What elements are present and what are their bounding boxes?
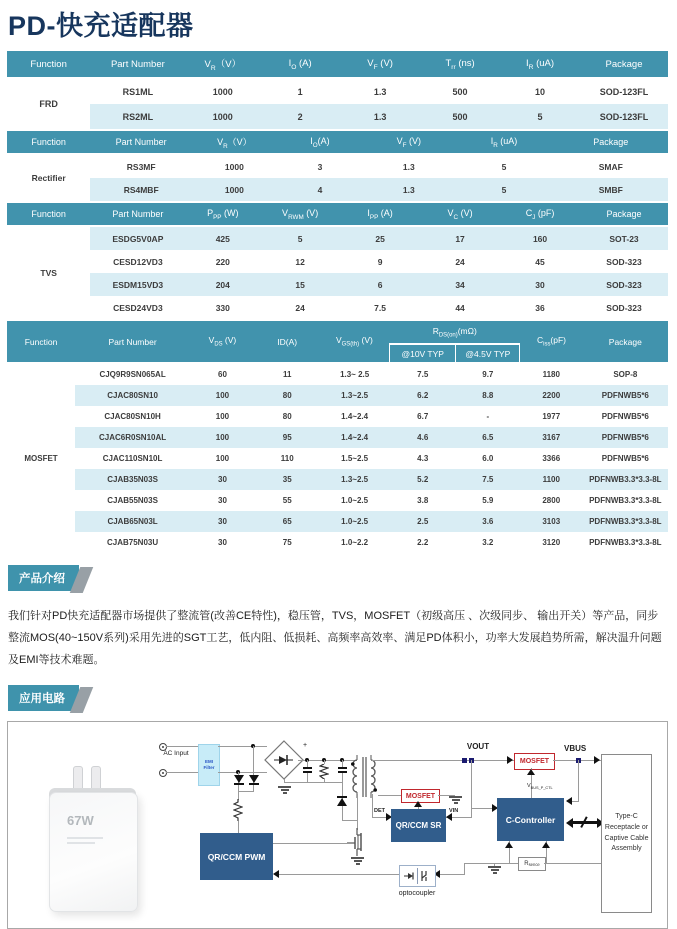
spec-cell: PDFNWB3.3*3.3-8L <box>583 532 668 553</box>
ac-terminal <box>159 769 167 777</box>
spec-cell: 5 <box>260 226 340 250</box>
emi-filter-block: EMI Filter <box>198 744 220 786</box>
diode-icon <box>234 775 244 783</box>
spec-cell: 1.4~2.4 <box>320 406 390 427</box>
spec-cell: 100 <box>190 448 255 469</box>
column-header: $V_F$ (V) <box>340 51 420 78</box>
column-header: $I_R$ (uA) <box>500 51 580 78</box>
column-header: $V_F$ (V) <box>363 131 454 154</box>
spec-cell: 1977 <box>520 406 583 427</box>
wire <box>357 794 358 830</box>
resistor-icon <box>319 764 329 779</box>
section-application-circuit-tag <box>8 685 79 711</box>
spec-cell: RS2ML <box>90 104 185 129</box>
rectifier-spec-table <box>7 131 668 201</box>
column-header: $P_{PP}$ (W) <box>185 203 260 226</box>
diode-icon <box>337 798 347 806</box>
spec-cell: PDFNWB3.3*3.3-8L <box>583 511 668 532</box>
diode-icon <box>249 775 259 783</box>
arrow-icon <box>542 842 550 848</box>
spec-cell: 45 <box>500 250 580 273</box>
wire <box>372 760 514 761</box>
spec-cell: 1.3~ 2.5 <box>320 363 390 385</box>
spec-cell: 6.5 <box>456 427 520 448</box>
spec-cell: 2800 <box>520 490 583 511</box>
spec-cell: - <box>456 406 520 427</box>
spec-cell: 36 <box>500 296 580 319</box>
spec-cell: RS4MBF <box>90 178 192 201</box>
spec-cell: 2200 <box>520 385 583 406</box>
spec-cell: 220 <box>185 250 260 273</box>
column-header: Part Number <box>90 131 192 154</box>
sense-resistor-block: R sence <box>518 857 546 871</box>
spec-cell: 100 <box>190 427 255 448</box>
spec-cell: 7.5 <box>390 363 456 385</box>
optocoupler-block <box>399 865 436 887</box>
column-header: Package <box>583 321 668 363</box>
wire <box>464 863 465 875</box>
pwm-controller-block: QR/CCM PWM <box>200 833 273 880</box>
spec-cell: RS3MF <box>90 154 192 178</box>
wire <box>378 795 401 796</box>
spec-cell: 35 <box>255 469 320 490</box>
spec-cell: PDFNWB5*6 <box>583 406 668 427</box>
spec-cell: CJQ9R9SN065AL <box>75 363 190 385</box>
spec-cell: 11 <box>255 363 320 385</box>
spec-cell: 34 <box>420 273 500 296</box>
spec-cell: 3103 <box>520 511 583 532</box>
spec-cell: 500 <box>420 78 500 104</box>
wire <box>307 760 308 767</box>
spec-cell: 30 <box>190 490 255 511</box>
diode-bar <box>234 783 244 785</box>
spec-cell: 3120 <box>520 532 583 553</box>
wire <box>372 817 387 818</box>
function-cell: TVS <box>7 226 90 319</box>
spec-cell: 80 <box>255 406 320 427</box>
wire <box>342 820 358 821</box>
spec-cell: 4.6 <box>390 427 456 448</box>
mosfet-spec-table <box>7 321 668 553</box>
spec-cell: SOT-23 <box>580 226 668 250</box>
wire <box>238 791 254 792</box>
wire <box>279 874 399 875</box>
spec-cell: 24 <box>420 250 500 273</box>
wire <box>324 778 325 782</box>
spec-cell: 1.0~2.5 <box>320 511 390 532</box>
mosfet-table <box>0 321 677 553</box>
spec-cell: 55 <box>255 490 320 511</box>
spec-cell: 4.3 <box>390 448 456 469</box>
column-header: $V_R(V)$ <box>185 51 260 78</box>
column-header: $C_{iss}(pF)$ <box>520 321 583 363</box>
wire <box>218 772 267 773</box>
column-header: Package <box>554 131 668 154</box>
spec-cell: 60 <box>190 363 255 385</box>
charger-fine-print <box>67 842 95 844</box>
spec-cell: 30 <box>190 469 255 490</box>
arrow-icon <box>594 756 600 764</box>
vout-label: VOUT <box>466 742 490 751</box>
spec-cell: 6.0 <box>456 448 520 469</box>
column-header: Package <box>580 203 668 226</box>
bridge-plus-label: + <box>303 742 308 749</box>
spec-cell: 5.2 <box>390 469 456 490</box>
spec-cell: 3.2 <box>456 532 520 553</box>
column-header: $I_O(A)$ <box>277 131 364 154</box>
spec-cell: 8.8 <box>456 385 520 406</box>
wire <box>166 746 198 747</box>
wire <box>578 760 579 801</box>
spec-cell: 1.3~2.5 <box>320 469 390 490</box>
arrow-icon <box>507 756 513 764</box>
ac-input-label: AC Input <box>163 750 189 757</box>
spec-cell: CJAC80SN10 <box>75 385 190 406</box>
wire <box>166 772 198 773</box>
spec-cell: CESD12VD3 <box>90 250 185 273</box>
spec-cell: 3.6 <box>456 511 520 532</box>
optocoupler-label: optocoupler <box>398 890 436 897</box>
spec-cell: RS1ML <box>90 78 185 104</box>
arrow-icon <box>566 797 572 805</box>
spec-cell: 1.0~2.2 <box>320 532 390 553</box>
wire <box>372 794 373 817</box>
spec-cell: 5 <box>454 178 553 201</box>
spec-cell: 3167 <box>520 427 583 448</box>
spec-cell: 1.3 <box>340 78 420 104</box>
wire <box>464 863 518 864</box>
det-label: DET <box>374 808 385 814</box>
capacitor-icon <box>338 767 347 769</box>
column-header: Function <box>7 321 75 363</box>
spec-cell: SOD-323 <box>580 250 668 273</box>
column-header: @4.5V TYP <box>456 344 520 363</box>
page-title: PD-快充适配器 <box>8 11 194 41</box>
optocoupler-icon <box>402 868 433 884</box>
spec-cell: SOD-123FL <box>580 104 668 129</box>
type-c-receptacle-block: Type-C Receptacle or Captive Cable Assembly <box>601 754 652 913</box>
section-product-intro-label: 产品介绍 <box>19 573 65 585</box>
wire <box>218 746 267 747</box>
spec-cell: 5 <box>454 154 553 178</box>
spec-cell: 2.5 <box>390 511 456 532</box>
column-header: $I_O$ (A) <box>260 51 340 78</box>
spec-cell: 7.5 <box>456 469 520 490</box>
vin-label: VIN <box>449 808 459 814</box>
junction-dot <box>462 758 467 763</box>
spec-cell: 95 <box>255 427 320 448</box>
spec-cell: 2.2 <box>390 532 456 553</box>
spec-cell: 5.9 <box>456 490 520 511</box>
spec-cell: 500 <box>420 104 500 129</box>
frd-table <box>0 51 677 129</box>
ground-icon <box>488 866 501 875</box>
cc-bus-line <box>571 821 599 824</box>
wire <box>342 760 343 767</box>
spec-cell: SOP-8 <box>583 363 668 385</box>
spec-cell: 6 <box>340 273 420 296</box>
spec-cell: 100 <box>190 385 255 406</box>
ground-icon <box>278 786 291 795</box>
column-header: $C_J$ (pF) <box>500 203 580 226</box>
spec-cell: 30 <box>190 532 255 553</box>
column-header: $V_{DS}$ (V) <box>190 321 255 363</box>
spec-cell: CJAC80SN10H <box>75 406 190 427</box>
column-header: Part Number <box>90 203 185 226</box>
spec-cell: 1 <box>260 78 340 104</box>
tables-area <box>0 51 677 553</box>
section-application-circuit-label: 应用电路 <box>19 693 65 705</box>
column-header: ID(A) <box>255 321 320 363</box>
charger-fine-print <box>67 837 103 839</box>
spec-cell: 1000 <box>185 104 260 129</box>
tvs-table <box>0 203 677 319</box>
spec-cell: 75 <box>255 532 320 553</box>
type-c-controller-block: C-Controller <box>497 798 564 841</box>
spec-cell: 3.8 <box>390 490 456 511</box>
function-cell: Rectifier <box>7 154 90 201</box>
spec-cell: SOD-123FL <box>580 78 668 104</box>
vbus-label: VBUS <box>564 744 587 753</box>
column-header: Function <box>7 203 90 226</box>
column-header: Function <box>7 131 90 154</box>
ground-icon <box>449 796 462 805</box>
spec-cell: 1.5~2.5 <box>320 448 390 469</box>
charger-photo <box>49 792 138 912</box>
wire <box>544 863 601 864</box>
spec-cell: CESD24VD3 <box>90 296 185 319</box>
spec-cell: 1.3 <box>363 178 454 201</box>
spec-cell: 330 <box>185 296 260 319</box>
spec-cell: 110 <box>255 448 320 469</box>
column-header: Part Number <box>90 51 185 78</box>
spec-cell: 30 <box>500 273 580 296</box>
spec-cell: CJAB75N03U <box>75 532 190 553</box>
spec-cell: 204 <box>185 273 260 296</box>
intro-paragraph: 我们针对PD快充适配器市场提供了整流管(改善CE特性)，稳压管，TVS，MOSFET（初级高压 、次级同步、 输出开关）等产品，同步整流MOS(40~150V系列)采用先进的SGT工艺，低内阻、低损耗、高频率高效率、满足PD体积小，功率大发展趋势所需，解决温升问题及EMI等技术难题。 <box>8 610 662 666</box>
spec-cell: ESDG5V0AP <box>90 226 185 250</box>
diode-bar <box>249 783 259 785</box>
column-header: @10V TYP <box>390 344 456 363</box>
column-header: $V_C$ (V) <box>420 203 500 226</box>
application-circuit-diagram <box>7 721 668 929</box>
column-header: $V_{RWM}$ (V) <box>260 203 340 226</box>
spec-cell: SMAF <box>554 154 668 178</box>
spec-cell: ESDM15VD3 <box>90 273 185 296</box>
spec-cell: 425 <box>185 226 260 250</box>
column-header: $I_R$ (uA) <box>454 131 553 154</box>
spec-cell: 160 <box>500 226 580 250</box>
power-mosfet-icon <box>347 828 369 856</box>
function-cell: MOSFET <box>7 363 75 553</box>
spec-cell: 65 <box>255 511 320 532</box>
column-header: Function <box>7 51 90 78</box>
spec-cell: CJAC6R0SN10AL <box>75 427 190 448</box>
rectifier-table <box>0 131 677 201</box>
spec-cell: 25 <box>340 226 420 250</box>
spec-cell: CJAC110SN10L <box>75 448 190 469</box>
arrow-icon <box>414 801 422 807</box>
spec-cell: 1.3~2.5 <box>320 385 390 406</box>
spec-cell: 7.5 <box>340 296 420 319</box>
spec-cell: PDFNWB3.3*3.3-8L <box>583 469 668 490</box>
column-header: Package <box>580 51 668 78</box>
column-header: $I_{PP}$ (A) <box>340 203 420 226</box>
frd-spec-table <box>7 51 668 129</box>
spec-cell: 6.2 <box>390 385 456 406</box>
spec-cell: SOD-323 <box>580 296 668 319</box>
spec-cell: CJAB55N03S <box>75 490 190 511</box>
spec-cell: PDFNWB5*6 <box>583 427 668 448</box>
spec-cell: 1000 <box>185 78 260 104</box>
output-mosfet-block: MOSFET <box>514 753 555 770</box>
spec-cell: 1000 <box>192 178 277 201</box>
tvs-spec-table <box>7 203 668 319</box>
vbus-ctl-label: $V_{BUS\_P\_CTL}$ <box>527 783 553 791</box>
spec-cell: 9.7 <box>456 363 520 385</box>
wire <box>307 773 308 782</box>
spec-cell: CJAB65N03L <box>75 511 190 532</box>
spec-cell: 10 <box>500 78 580 104</box>
spec-cell: 1180 <box>520 363 583 385</box>
resistor-icon <box>233 799 243 821</box>
spec-cell: 6.7 <box>390 406 456 427</box>
sr-mosfet-block: MOSFET <box>401 789 440 803</box>
column-header: $R_{DS(on)}(m\Omega)$ <box>390 321 520 344</box>
charger-wattage-label: 67W <box>67 813 94 828</box>
spec-cell: 3366 <box>520 448 583 469</box>
spec-cell: 3 <box>277 154 364 178</box>
spec-cell: 44 <box>420 296 500 319</box>
sr-controller-block: QR/CCM SR <box>391 809 446 842</box>
spec-cell: 1.4~2.4 <box>320 427 390 448</box>
spec-cell: SMBF <box>554 178 668 201</box>
spec-cell: 1.3 <box>363 154 454 178</box>
column-header: $V_R(V)$ <box>192 131 277 154</box>
spec-cell: PDFNWB5*6 <box>583 448 668 469</box>
spec-cell: 1100 <box>520 469 583 490</box>
arrow-icon <box>566 818 573 828</box>
section-product-intro-tag <box>8 565 79 591</box>
capacitor-icon <box>303 767 312 769</box>
spec-cell: SOD-323 <box>580 273 668 296</box>
column-header: $T_{rr}$ (ns) <box>420 51 500 78</box>
spec-cell: 1000 <box>192 154 277 178</box>
arrow-icon <box>446 813 452 821</box>
datasheet-page <box>0 4 677 929</box>
wire <box>238 821 239 833</box>
spec-cell: 24 <box>260 296 340 319</box>
spec-cell: 12 <box>260 250 340 273</box>
arrow-icon <box>505 842 513 848</box>
ground-icon <box>351 857 364 866</box>
spec-cell: 15 <box>260 273 340 296</box>
spec-cell: 9 <box>340 250 420 273</box>
column-header: Part Number <box>75 321 190 363</box>
function-cell: FRD <box>7 78 90 129</box>
arrow-icon <box>527 769 535 775</box>
spec-cell: 4 <box>277 178 364 201</box>
spec-cell: 17 <box>420 226 500 250</box>
column-header: $V_{GS(th)}$ (V) <box>320 321 390 363</box>
spec-cell: 1.0~2.5 <box>320 490 390 511</box>
wire <box>284 782 342 783</box>
spec-cell: 5 <box>500 104 580 129</box>
spec-cell: 1.3 <box>340 104 420 129</box>
spec-cell: 100 <box>190 406 255 427</box>
spec-cell: CJAB35N03S <box>75 469 190 490</box>
spec-cell: 30 <box>190 511 255 532</box>
spec-cell: 80 <box>255 385 320 406</box>
spec-cell: PDFNWB5*6 <box>583 385 668 406</box>
wire <box>342 773 343 782</box>
spec-cell: PDFNWB3.3*3.3-8L <box>583 490 668 511</box>
wire <box>273 843 347 844</box>
spec-cell: 2 <box>260 104 340 129</box>
